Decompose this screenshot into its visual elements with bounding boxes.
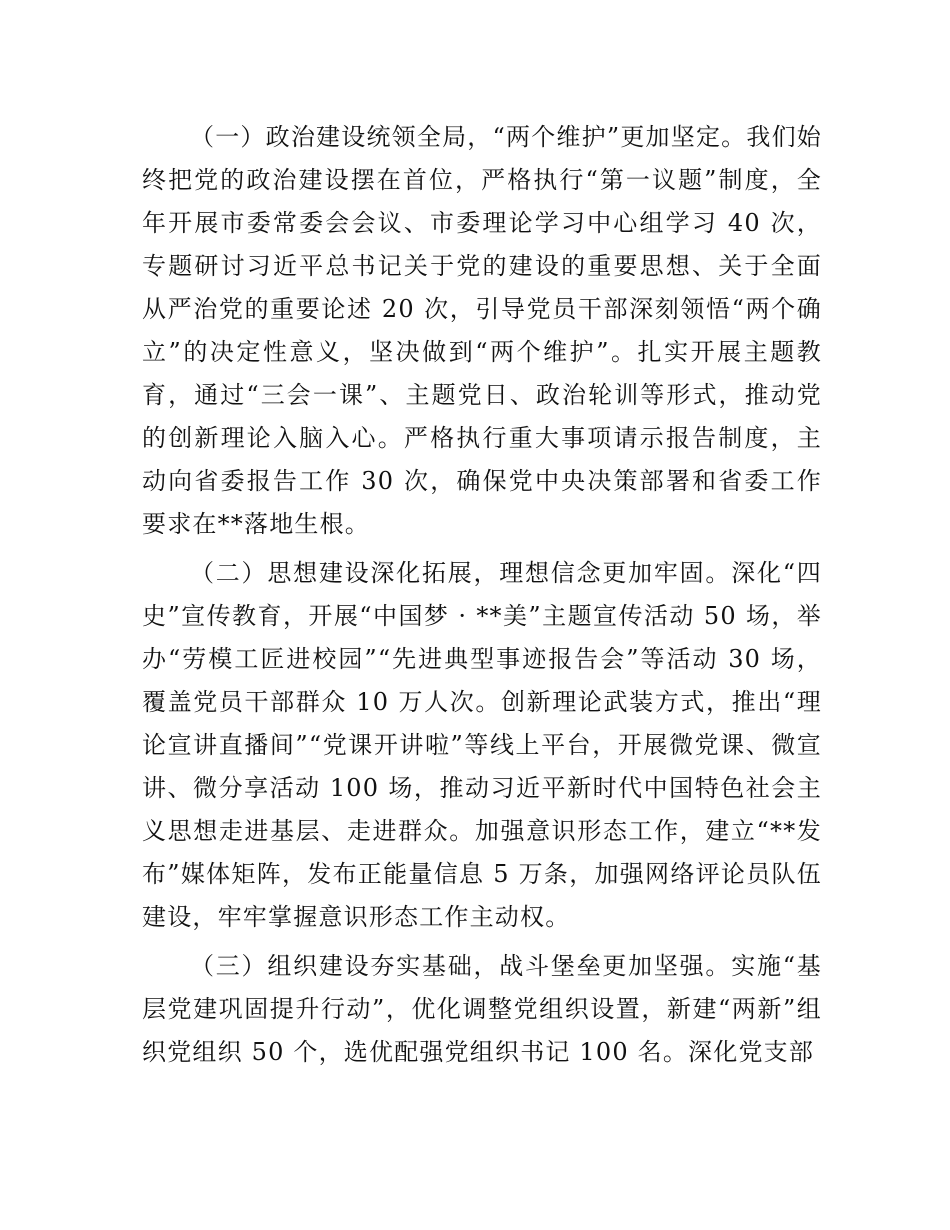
document-body <box>142 116 822 1074</box>
paragraph-organizational-building: （三）组织建设夯实基础，战斗堡垒更加坚强。实施“基层党建巩固提升行动”，优化调整党组织设置，新建“两新”组织党组织 50 个，选优配强党组织书记 100 名。深化党支部 <box>142 952 822 1066</box>
paragraph-ideological-building: （二）思想建设深化拓展，理想信念更加牢固。深化“四史”宣传教育，开展“中国梦 · **美”主题宣传活动 50 场，举办“劳模工匠进校园”“先进典型事迹报告会”等活动 30 场，覆盖党员干部群众 10 万人次。创新理论武装方式，推出“理论宣讲直播间”“党课开讲啦”等线上平台，开展微党课、微宣讲、微分享活动 100 场，推动习近平新时代中国特色社会主义思想走进基层、走进群众。加强意识形态工作，建立“**发布”媒体矩阵，发布正能量信息 5 万条，加强网络评论员队伍建设，牢牢掌握意识形态工作主动权。 <box>142 559 822 931</box>
paragraph-political-building: （一）政治建设统领全局，“两个维护”更加坚定。我们始终把党的政治建设摆在首位，严格执行“第一议题”制度，全年开展市委常委会会议、市委理论学习中心组学习 40 次，专题研讨习近平总书记关于党的建设的重要思想、关于全面从严治党的重要论述 20 次，引导党员干部深刻领悟“两个确立”的决定性意义，坚决做到“两个维护”。扎实开展主题教育，通过“三会一课”、主题党日、政治轮训等形式，推动党的创新理论入脑入心。严格执行重大事项请示报告制度，主动向省委报告工作 30 次，确保党中央决策部署和省委工作要求在**落地生根。 <box>142 123 822 538</box>
